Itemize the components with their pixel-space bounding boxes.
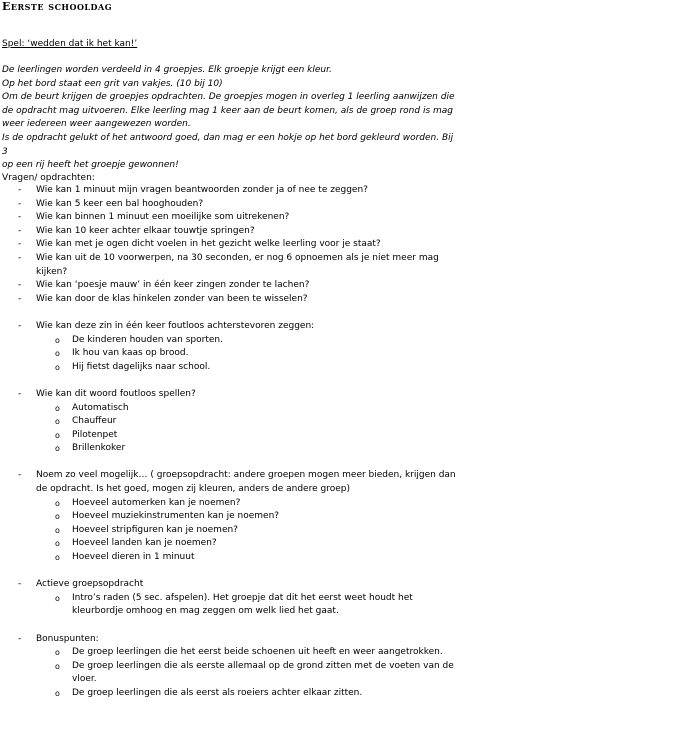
question-text: Wie kan dit woord foutloos spellen? [36,388,196,399]
question-text: Wie kan 10 keer achter elkaar touwtje springen? [36,225,255,236]
circle-bullet-icon: o [55,661,60,671]
spacer [0,565,460,579]
questions-heading: Vragen/ opdrachten: [2,173,95,183]
circle-bullet-icon: o [55,362,60,372]
sub-item [0,660,460,687]
question-list [0,184,460,701]
sub-item [0,537,460,551]
list-item [0,198,460,212]
list-item [0,279,460,293]
list-item [0,320,460,334]
circle-bullet-icon: o [55,430,60,440]
question-text: Wie kan binnen 1 minuut een moeilijke som uitrekenen? [36,212,290,223]
sub-item [0,402,460,416]
sub-item-text: Hoeveel automerken kan je noemen? [72,497,241,508]
sub-item-text: Hoeveel stripfiguren kan je noemen? [72,524,238,535]
sub-item [0,592,460,619]
circle-bullet-icon: o [55,403,60,413]
sub-item [0,334,460,348]
dash-marker: - [18,185,22,195]
circle-bullet-icon: o [55,417,60,427]
sub-item [0,687,460,701]
dash-marker: - [18,280,22,291]
circle-bullet-icon: o [55,688,60,698]
circle-bullet-icon: o [55,335,60,345]
sub-item [0,415,460,429]
sub-item-text: Ik hou van kaas op brood. [72,348,189,359]
intro-line: op een rij heeft het groepje gewonnen! [2,160,179,171]
list-item [0,633,460,647]
circle-bullet-icon: o [55,593,60,603]
list-item [0,225,460,239]
dash-marker: - [18,579,22,590]
intro-line: Om de beurt krijgen de groepjes opdrachten. De groepjes mogen in overleg 1 leerling aanwijzen die [2,92,455,103]
intro-line: De leerlingen worden verdeeld in 4 groepjes. Elk groepje krijgt een kleur. [2,65,332,75]
sub-item-text: Brillenkoker [72,443,126,454]
sub-item [0,510,460,524]
dash-marker: - [18,388,22,399]
intro-line: Op het bord staat een grit van vakjes. (10 bij 10) [2,78,223,89]
circle-bullet-icon: o [55,553,60,563]
circle-bullet-icon: o [55,539,60,549]
sub-item-text: Pilotenpet [72,429,118,440]
circle-bullet-icon: o [55,498,60,508]
circle-bullet-icon: o [55,444,60,454]
circle-bullet-icon: o [55,525,60,535]
list-item [0,238,460,252]
sub-item [0,361,460,375]
dash-marker: - [18,212,22,223]
sub-item [0,551,460,565]
sub-item-text: De groep leerlingen die het eerst beide schoenen uit heeft en weer aangetrokken. [72,647,443,658]
question-text: Wie kan ‘poesje mauw’ in één keer zingen zonder te lachen? [36,280,310,291]
intro-line: de opdracht mag uitvoeren. Elke leerling mag 1 keer aan de beurt komen, als de groep rond is mag [2,105,453,116]
sub-item-text: Hoeveel dieren in 1 minuut [72,552,195,563]
sub-item-text: De groep leerlingen die als eerste allemaal op de grond zitten met de voeten van de vloer. [72,660,454,685]
list-item [0,293,460,307]
question-text: Bonuspunten: [36,633,99,644]
list-item [0,184,460,198]
sub-item-text: De groep leerlingen die als eerst als roeiers achter elkaar zitten. [72,687,363,698]
question-text: Wie kan met je ogen dicht voelen in het gezicht welke leerling voor je staat? [36,239,381,250]
sub-item-text: Hij fietst dagelijks naar school. [72,361,211,372]
intro-paragraph [2,64,457,173]
question-text: Wie kan deze zin in één keer foutloos achterstevoren zeggen: [36,320,315,331]
spacer [0,306,460,320]
circle-bullet-icon: o [55,349,60,359]
sub-item [0,524,460,538]
spacer [0,456,460,470]
dash-marker: - [18,633,22,644]
sub-item [0,646,460,660]
list-item [0,388,460,402]
sub-item [0,442,460,456]
intro-line: weer iedereen weer aangewezen worden. [2,119,191,130]
question-text: Wie kan uit de 10 voorwerpen, na 30 seconden, er nog 6 opnoemen als je niet meer mag kijken? [36,252,439,277]
sub-item-text: Intro’s raden (5 sec. afspelen). Het groepje dat dit het eerst weet houdt het kleurbordje omhoog en mag zeggen om welk lied het gaat. [72,592,413,617]
dash-marker: - [18,239,22,250]
sub-item-text: Chauffeur [72,416,117,427]
sub-item-text: Automatisch [72,402,129,413]
dash-marker: - [18,320,22,331]
dash-marker: - [18,225,22,236]
circle-bullet-icon: o [55,512,60,522]
question-text: Noem zo veel mogelijk… ( groepsopdracht: andere groepen mogen meer bieden, krijgen dan de opdracht. Is het goed, mogen zij kleuren, anders de andere groep) [36,470,456,495]
question-text: Wie kan door de klas hinkelen zonder van been te wisselen? [36,293,308,304]
sub-item-text: De kinderen houden van sporten. [72,334,223,345]
dash-marker: - [18,252,22,263]
spacer [0,619,460,633]
list-item [0,578,460,592]
intro-line: Is de opdracht gelukt of het antwoord goed, dan mag er een hokje op het bord gekleurd worden. Bij 3 [2,132,454,157]
sub-item-text: Hoeveel muziekinstrumenten kan je noemen? [72,511,280,522]
dash-marker: - [18,470,22,481]
list-item [0,211,460,225]
page-title: Eerste schooldag [2,0,113,13]
list-item [0,252,460,279]
question-text: Wie kan 5 keer een bal hooghouden? [36,198,204,209]
sub-item [0,347,460,361]
question-text: Wie kan 1 minuut mijn vragen beantwoorden zonder ja of nee te zeggen? [36,185,368,195]
sub-item [0,429,460,443]
dash-marker: - [18,293,22,304]
sub-item-text: Hoeveel landen kan je noemen? [72,538,217,549]
question-text: Actieve groepsopdracht [36,579,144,590]
game-subtitle: Spel: ‘wedden dat ik het kan!’ [2,39,138,49]
list-item [0,469,460,496]
sub-item [0,497,460,511]
spacer [0,374,460,388]
dash-marker: - [18,198,22,209]
circle-bullet-icon: o [55,648,60,658]
